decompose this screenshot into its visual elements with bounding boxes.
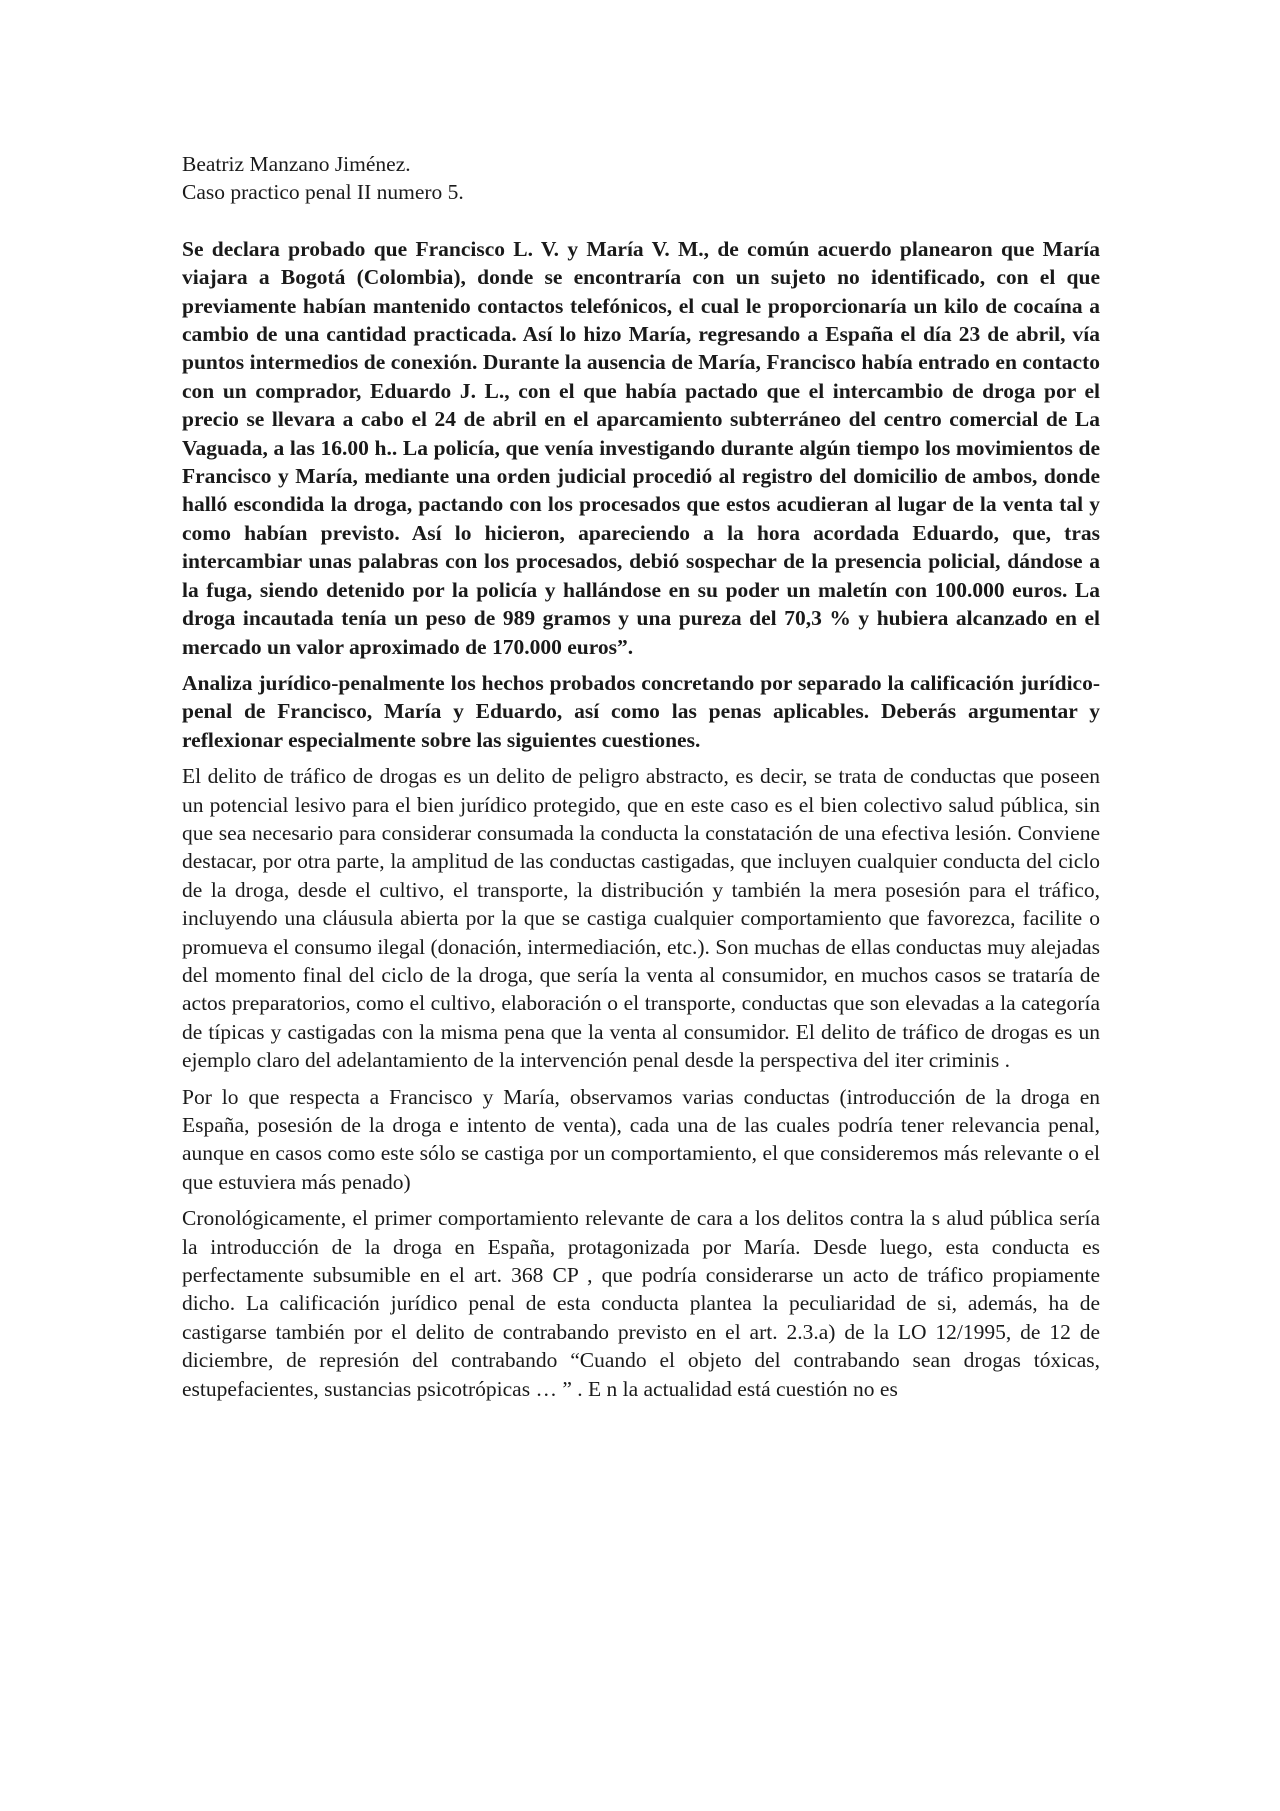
facts-paragraph: Se declara probado que Francisco L. V. y María V. M., de común acuerdo planearon que María viajara a Bogotá (Colombia), donde se encontraría con un sujeto no identificado, con el que previamente habían mantenido contactos telefónicos, el cual le proporcionaría un kilo de cocaína a cambio de una cantidad practicada. Así lo hizo María, regresando a España el día 23 de abril, vía puntos intermedios de conexión. Durante la ausencia de María, Francisco había entrado en contacto con un comprador, Eduardo J. L., con el que había pactado que el intercambio de droga por el precio se llevara a cabo el 24 de abril en el aparcamiento subterráneo del centro comercial de La Vaguada, a las 16.00 h.. La policía, que venía investigando durante algún tiempo los movimientos de Francisco y María, mediante una orden judicial procedió al registro del domicilio de ambos, donde halló escondida la droga, pactando con los procesados que estos acudieran al lugar de la venta tal y como habían previsto. Así lo hicieron, apareciendo a la hora acordada Eduardo, que, tras intercambiar unas palabras con los procesados, debió sospechar de la presencia policial, dándose a la fuga, siendo detenido por la policía y hallándose en su poder un maletín con 100.000 euros. La droga incautada tenía un peso de 989 gramos y una pureza del 70,3 % y hubiera alcanzado en el mercado un valor aproximado de 170.000 euros”. <box>182 236 1100 659</box>
document-subtitle: Caso practico penal II numero 5. <box>182 180 464 205</box>
spacer <box>182 207 1100 235</box>
document-body <box>182 150 1100 1411</box>
body-paragraph: Cronológicamente, el primer comportamiento relevante de cara a los delitos contra la s alud pública sería la introducción de la droga en España, protagonizada por María. Desde luego, esta conducta es perfectamente subsumible en el art. 368 CP , que podría considerarse un acto de tráfico propiamente dicho. La calificación jurídico penal de esta conducta plantea la peculiaridad de si, además, ha de castigarse también por el delito de contrabando previsto en el art. 2.3.a) de la LO 12/1995, de 12 de diciembre, de represión del contrabando “Cuando el objeto del contrabando sean drogas tóxicas, estupefacientes, sustancias psicotrópicas … ” . E n la actualidad está cuestión no es <box>182 1206 1100 1401</box>
body-paragraph: El delito de tráfico de drogas es un delito de peligro abstracto, es decir, se trata de conductas que poseen un potencial lesivo para el bien jurídico protegido, que en este caso es el bien colectivo salud pública, sin que sea necesario para considerar consumada la conducta la constatación de una efectiva lesión. Conviene destacar, por otra parte, la amplitud de las conductas castigadas, que incluyen cualquier conducta del ciclo de la droga, desde el cultivo, el transporte, la distribución y también la mera posesión para el tráfico, incluyendo una cláusula abierta por la que se castiga cualquier comportamiento que favorezca, facilite o promueva el consumo ilegal (donación, intermediación, etc.). Son muchas de ellas conductas muy alejadas del momento final del ciclo de la droga, que sería la venta al consumidor, en muchos casos se trataría de actos preparatorios, como el cultivo, elaboración o el transporte, conductas que son elevadas a la categoría de típicas y castigadas con la misma pena que la venta al consumidor. El delito de tráfico de drogas es un ejemplo claro del adelantamiento de la intervención penal desde la perspectiva del iter criminis . <box>182 764 1100 1073</box>
instructions-paragraph: Analiza jurídico-penalmente los hechos probados concretando por separado la calificación jurídico-penal de Francisco, María y Eduardo, así como las penas aplicables. Deberás argumentar y reflexionar especialmente sobre las siguientes cuestiones. <box>182 670 1100 752</box>
author-name: Beatriz Manzano Jiménez. <box>182 152 411 176</box>
body-paragraph: Por lo que respecta a Francisco y María, observamos varias conductas (introducción de la droga en España, posesión de la droga e intento de venta), cada una de las cuales podría tener relevancia penal, aunque en casos como este sólo se castiga por un comportamiento, el que consideremos más relevante o el que estuviera más penado) <box>182 1084 1100 1194</box>
